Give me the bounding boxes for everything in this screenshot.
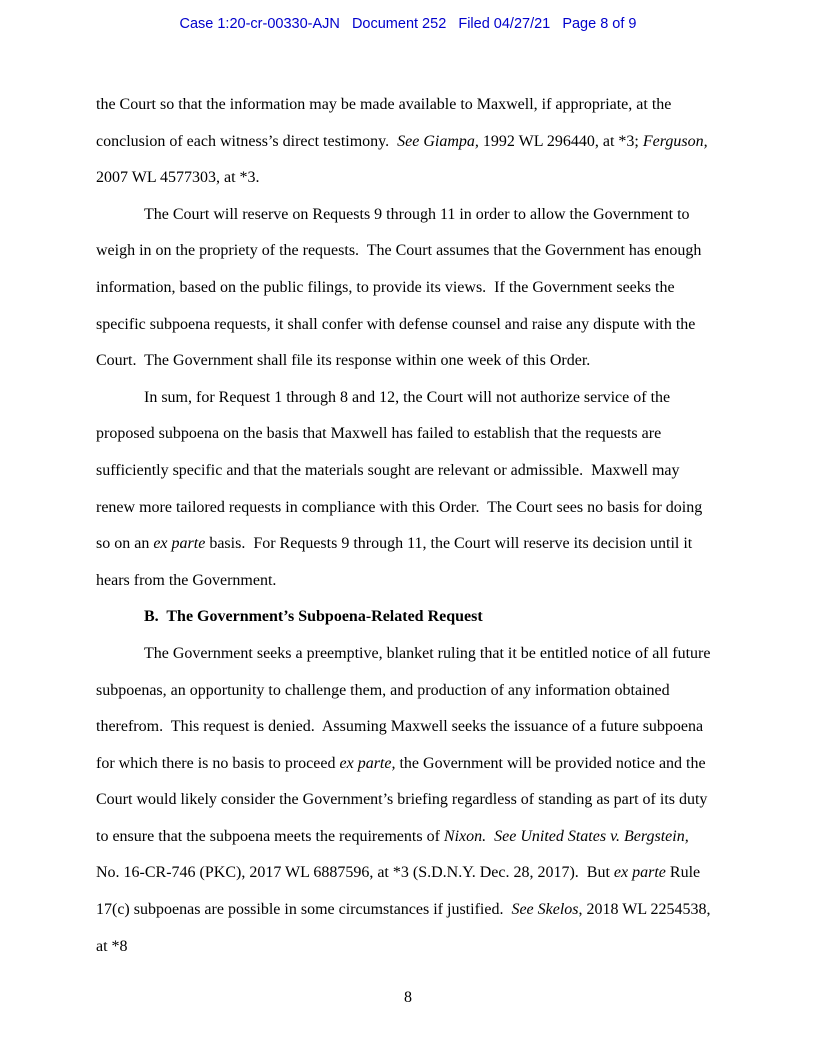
citation-italic: ex parte xyxy=(153,535,206,553)
citation-italic: Ferguson, xyxy=(642,132,708,150)
paragraph xyxy=(96,380,712,600)
text-run: , 2018 WL 2254538, at *8 xyxy=(96,901,715,955)
text-run: Rule 17(c) subpoenas are possible in some circumstances if justified. xyxy=(96,864,705,919)
text-run: In sum, for Request 1 through 8 and 12, the Court will not authorize service of the proposed subpoena on the basis that Maxwell has failed to establish that the requests are sufficiently specific and that the materials sought are relevant or admissible. Maxwell may renew more tailored requests in compliance with this Order. The Court sees no basis for doing so on an xyxy=(96,388,707,553)
paragraph-continuation xyxy=(96,87,712,197)
section-heading xyxy=(96,599,712,636)
text-run: The Government seeks a preemptive, blanket ruling that it be entitled notice of all future subpoenas, an opportunity to challenge them, and production of any information obtained therefrom. This request is denied. Assuming Maxwell seeks the issuance of a future subpoena for which there is no basis to proceed xyxy=(96,644,715,772)
text-run: the Government will be provided notice and the Court would likely consider the Government’s briefing regardless of standing as part of its duty to ensure that the subpoena meets the requirements of xyxy=(96,754,712,845)
text-run: the Court so that the information may be made available to Maxwell, if appropriate, at the conclusion of each witness’s direct testimony. xyxy=(96,96,676,150)
citation-italic: ex parte xyxy=(613,864,666,882)
text-run: The Court will reserve on Requests 9 through 11 in order to allow the Government to weigh in on the propriety of the requests. The Court assumes that the Government has enough information, based on the public filings, to provide its views. If the Government seeks the specific subpoena requests, it shall confer with defense counsel and raise any dispute with the Court. The Government shall file its response within one week of this Order. xyxy=(96,205,706,370)
page-number: 8 xyxy=(404,989,412,1006)
text-run: 2007 WL 4577303, at *3. xyxy=(96,132,712,187)
document-body xyxy=(96,87,715,965)
text-run: B. The Government’s Subpoena-Related Request xyxy=(144,608,483,626)
text-run: basis. For Requests 9 through 11, the Court will reserve its decision until it hears from the Government. xyxy=(96,535,697,589)
text-run: No. 16-CR-746 (PKC), 2017 WL 6887596, at *3 (S.D.N.Y. Dec. 28, 2017). But xyxy=(96,827,693,882)
citation-italic: Nixon. See United States v. Bergstein, xyxy=(443,827,689,845)
citation-italic: See Skelos xyxy=(511,901,579,919)
citation-italic: ex parte, xyxy=(339,754,396,772)
citation-italic: See Giampa, xyxy=(397,132,479,150)
case-header: Case 1:20-cr-00330-AJN Document 252 Filed 04/27/21 Page 8 of 9 xyxy=(179,16,637,32)
paragraph xyxy=(96,636,715,965)
text-run: 1992 WL 296440, at *3; xyxy=(478,132,643,150)
paragraph xyxy=(96,197,712,380)
